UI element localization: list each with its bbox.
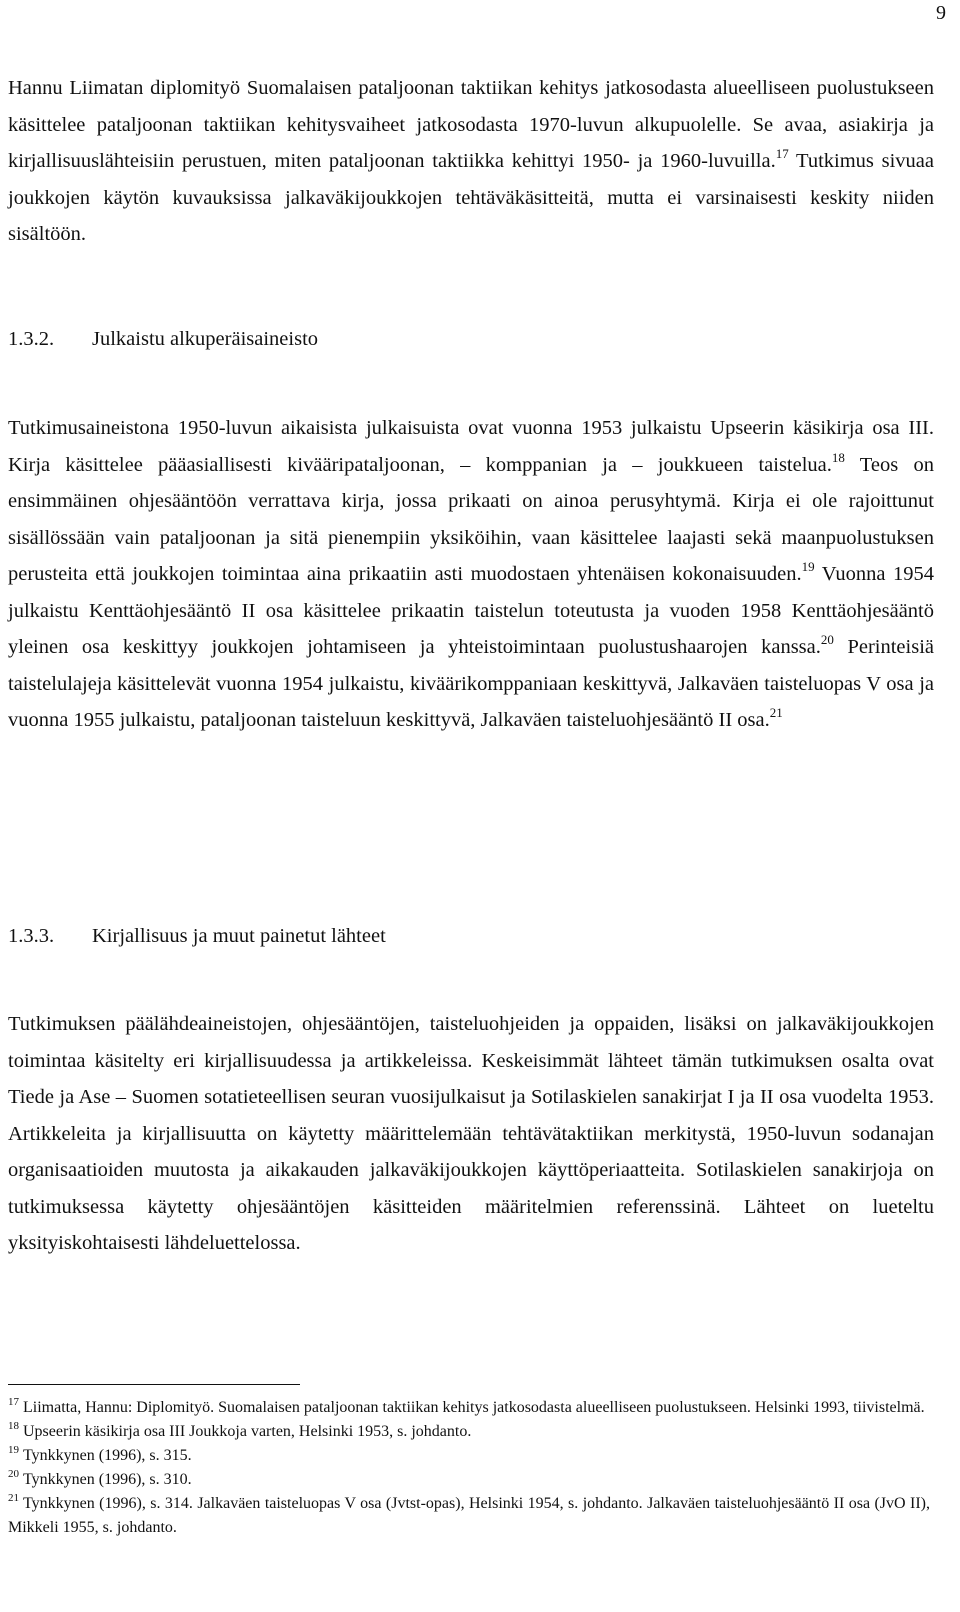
- intro-text-1: Hannu Liimatan diplomityö Suomalaisen pataljoonan taktiikan kehitys jatkosodasta alueelliseen puolustukseen käsittelee pataljoonan taktiikan kehitysvaiheet jatkosodasta 1970-luvun alkupuolelle. Se avaa, asiakirja ja kirjallisuuslähteisiin perustuen, miten pataljoonan taktiikka kehittyi 1950- ja 1960-luvuilla.: [8, 77, 934, 172]
- section-1-3-2-paragraph: [8, 410, 934, 739]
- footnote-ref-18: 18: [831, 449, 845, 465]
- intro-text-2: Tutkimus sivuaa joukkojen käytön kuvauksissa jalkaväkijoukkojen tehtäväkäsitteitä, mutta ei varsinaisesti keskity niiden sisältöön.: [8, 150, 935, 245]
- footnote-text: Tynkkynen (1996), s. 315.: [23, 1447, 192, 1464]
- footnote-number: 18: [8, 1420, 19, 1432]
- footnote-number: 19: [8, 1444, 19, 1456]
- footnote-text: Upseerin käsikirja osa III Joukkoja varten, Helsinki 1953, s. johdanto.: [23, 1423, 472, 1440]
- footnote-number: 17: [8, 1396, 19, 1408]
- footnote-number: 21: [8, 1492, 19, 1504]
- footnote-divider: [8, 1384, 300, 1385]
- footnote: [8, 1468, 930, 1492]
- section-number: 1.3.2.: [8, 328, 55, 350]
- section-1-3-3-paragraph: Tutkimuksen päälähdeaineistojen, ohjesääntöjen, taisteluohjeiden ja oppaiden, lisäksi on jalkaväkijoukkojen toimintaa käsitelty eri kirjallisuudessa ja artikkeleissa. Keskeisimmät lähteet tämän tutkimuksen osalta ovat Tiede ja Ase – Suomen sotatieteellisen seuran vuosijulkaisut ja Sotilaskielen sanakirjat I ja II osa vuodelta 1953. Artikkeleita ja kirjallisuutta on käytetty määrittelemään tehtävätaktiikan merkitystä, 1950-luvun sodanajan organisaatioiden muutosta ja aikakauden jalkaväkijoukkojen käyttöperiaatteita. Sotilaskielen sanakirjoja on tutkimuksessa käytetty ohjesääntöjen käsitteiden määritelmien referenssinä. Lähteet on lueteltu yksityiskohtaisesti lähdeluettelossa.: [8, 1013, 934, 1254]
- footnote-text: Tynkkynen (1996), s. 314. Jalkaväen taisteluopas V osa (Jvtst-opas), Helsinki 1954, s. johdanto. Jalkaväen taisteluohjesääntö II osa (JvO II), Mikkeli 1955, s. johdanto.: [8, 1495, 930, 1536]
- footnote-ref-20: 20: [820, 632, 834, 647]
- footnote: [8, 1396, 930, 1420]
- intro-paragraph: [8, 70, 934, 253]
- paragraph-text: Tutkimusaineistona 1950-luvun aikaisista julkaisuista ovat vuonna 1953 julkaistu Upseerin käsikirja osa III. Kirja käsittelee pääasiallisesti kivääripataljoonan, – komppanian ja – joukkueen taistelua.: [8, 417, 934, 476]
- footnote-ref-17: 17: [775, 146, 789, 161]
- footnote-text: Tynkkynen (1996), s. 310.: [23, 1471, 192, 1488]
- footnote: [8, 1420, 930, 1444]
- footnote-ref-21: 21: [769, 705, 783, 720]
- footnote-ref-19: 19: [801, 559, 815, 574]
- section-heading-1-3-3: [8, 925, 386, 948]
- section-title: Julkaistu alkuperäisaineisto: [92, 328, 319, 350]
- footnote-text: Liimatta, Hannu: Diplomityö. Suomalaisen pataljoonan taktiikan kehitys jatkosodasta alueelliseen puolustukseen. Helsinki 1993, tiivistelmä.: [23, 1399, 925, 1416]
- section-heading-1-3-2: [8, 328, 318, 351]
- section-title: Kirjallisuus ja muut painetut lähteet: [92, 925, 386, 947]
- section-number: 1.3.3.: [8, 925, 55, 947]
- footnotes: [8, 1396, 930, 1540]
- footnote: [8, 1492, 930, 1540]
- paragraph-text: Vuonna 1954 julkaistu Kenttäohjesääntö II osa käsittelee prikaatin taistelun toteutusta ja vuoden 1958 Kenttäohjesääntö yleinen osa keskittyy joukkojen johtamiseen ja yhteistoimintaan puolustushaarojen kanssa.: [8, 563, 934, 658]
- page-number: 9: [936, 2, 946, 24]
- footnote: [8, 1444, 930, 1468]
- paragraph-text: Teos on ensimmäinen ohjesääntöön verrattava kirja, jossa prikaati on ainoa perusyhtymä. Kirja ei ole rajoittunut sisällössään vain pataljoonan ja sitä pienempiin yksiköihin, vaan käsittelee laajasti sekä maanpuolustuksen perusteita että joukkojen toimintaa aina prikaatiin asti muodostaen yhtenäisen kokonaisuuden.: [8, 453, 934, 585]
- footnote-number: 20: [8, 1468, 19, 1480]
- paragraph-text: Perinteisiä taistelulajeja käsittelevät vuonna 1954 julkaistu, kiväärikomppaniaan keskittyvä, Jalkaväen taisteluopas V osa ja vuonna 1955 julkaistu, pataljoonan taisteluun keskittyvä, Jalkaväen taisteluohjesääntö II osa.: [8, 636, 934, 731]
